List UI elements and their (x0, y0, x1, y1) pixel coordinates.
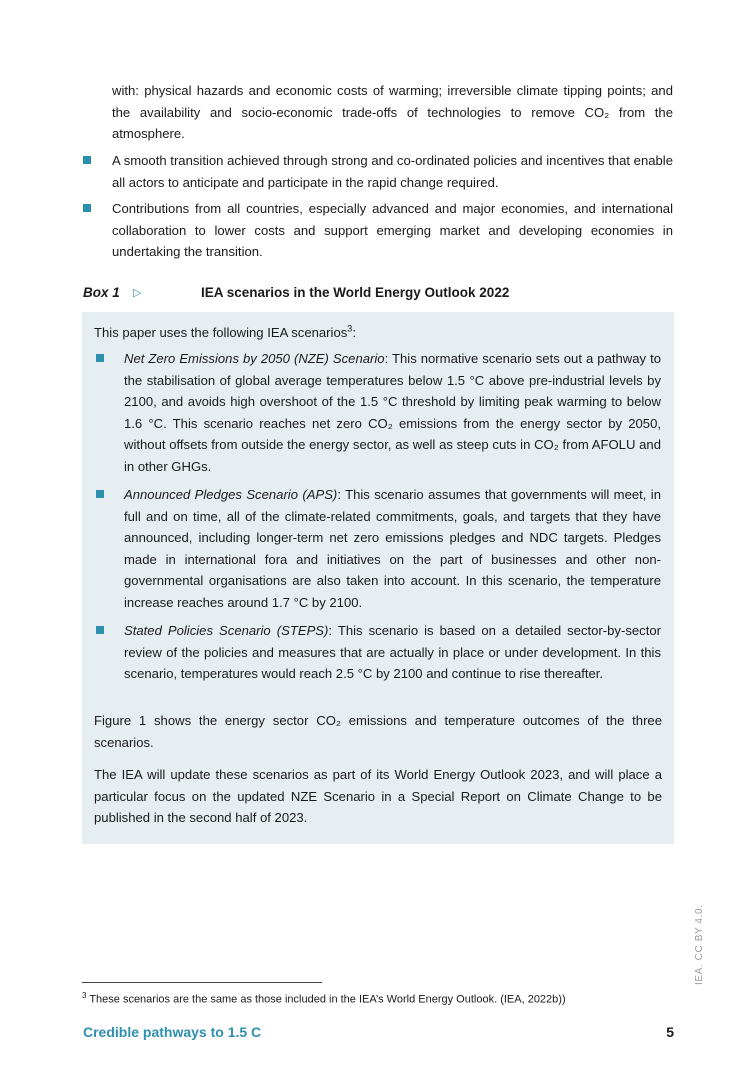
page-number: 5 (666, 1024, 674, 1040)
license-notice: IEA. CC BY 4.0. (694, 904, 705, 985)
box-lead-text: This paper uses the following IEA scenarios (94, 325, 348, 340)
bullet-square-icon (96, 354, 104, 362)
intro-continuation: with: physical hazards and economic costs of warming; irreversible climate tipping points; and the availability and socio-economic trade-offs of technologies to remove CO₂ from the atmosphere. (112, 83, 673, 142)
intro-bullet-2: Contributions from all countries, especially advanced and major economies, and international collaboration to lower costs and support emerging market and developing economies in undertaking the transition. (112, 201, 673, 260)
intro-bullet-1: A smooth transition achieved through strong and co-ordinated policies and incentives that enable all actors to anticipate and participate in the rapid change required. (112, 153, 673, 190)
figure-note: Figure 1 shows the energy sector CO₂ emissions and temperature outcomes of the three scenarios. (94, 713, 662, 750)
bullet-square-icon (83, 156, 91, 164)
scenario-name: Announced Pledges Scenario (APS) (124, 487, 338, 502)
footnote-divider (82, 982, 322, 983)
box-lead-colon: : (352, 325, 356, 340)
scenario-steps: Stated Policies Scenario (STEPS): This scenario is based on a detailed sector-by-sector review of the policies and measures that are actually in place or under development. In this scenario, temperatures would reach 2.5 °C by 2100 and continue to rise thereafter. (124, 623, 661, 682)
box-title: IEA scenarios in the World Energy Outlook 2022 (201, 285, 510, 300)
scenario-description: This normative scenario sets out a pathway to the stabilisation of global average temperatures below 1.5 °C above pre-industrial levels by 2100, and avoids high overshoot of the 1.5 °C threshold by limiting peak warming to below 1.6 °C. This scenario reaches net zero CO₂ emissions from the energy sector by 2050, without offsets from outside the energy sector, as well as steep cuts in CO₂ from AFOLU and in other GHGs. (124, 351, 661, 474)
scenario-name: Net Zero Emissions by 2050 (NZE) Scenario (124, 351, 385, 366)
scenario-aps: Announced Pledges Scenario (APS): This scenario assumes that governments will meet, in full and on time, all of the climate-related commitments, goals, and targets that they have announced, including longer-term net zero emissions pledges and NDC targets. Pledges made in international fora and initiatives on the part of businesses and other non-governmental organisations are also taken into account. In this scenario, the temperature increase reaches around 1.7 °C by 2100. (124, 487, 661, 610)
box-lead (94, 322, 662, 344)
triangle-arrow-icon: ▷ (133, 287, 142, 299)
footnote-text: These scenarios are the same as those included in the IEA’s World Energy Outlook. (IEA, 2022b)) (89, 993, 566, 1006)
scenario-nze: Net Zero Emissions by 2050 (NZE) Scenario: This normative scenario sets out a pathway to the stabilisation of global average temperatures below 1.5 °C above pre-industrial levels by 2100, and avoids high overshoot of the 1.5 °C threshold by limiting peak warming to below 1.6 °C. This scenario reaches net zero CO₂ emissions from the energy sector by 2050, without offsets from outside the energy sector, as well as steep cuts in CO₂ from AFOLU and in other GHGs. (124, 351, 661, 474)
footnote-mark: 3 (82, 991, 87, 1000)
bullet-square-icon (83, 204, 91, 212)
footnote (82, 988, 682, 1008)
update-note: The IEA will update these scenarios as part of its World Energy Outlook 2023, and will place a particular focus on the updated NZE Scenario in a Special Report on Climate Change to be published in the second half of 2023. (94, 767, 662, 826)
scenario-name: Stated Policies Scenario (STEPS) (124, 623, 329, 638)
footnote-reference[interactable]: 3 (347, 323, 353, 334)
footer-document-title: Credible pathways to 1.5 C (83, 1024, 262, 1040)
bullet-square-icon (96, 626, 104, 634)
scenario-description: This scenario is based on a detailed sector-by-sector review of the policies and measures that are actually in place or under development. In this scenario, temperatures would reach 2.5 °C by 2100 and continue to rise thereafter. (124, 623, 661, 682)
bullet-square-icon (96, 490, 104, 498)
box-label: Box 1 (83, 285, 120, 300)
box-header (83, 285, 673, 305)
scenario-description: This scenario assumes that governments will meet, in full and on time, all of the climate-related commitments, goals, and targets that they have announced, including longer-term net zero emissions pledges and NDC targets. Pledges made in international fora and initiatives on the part of businesses and other non-governmental organisations are also taken into account. In this scenario, the temperature increase reaches around 1.7 °C by 2100. (124, 487, 661, 610)
scenario-box (82, 312, 674, 844)
